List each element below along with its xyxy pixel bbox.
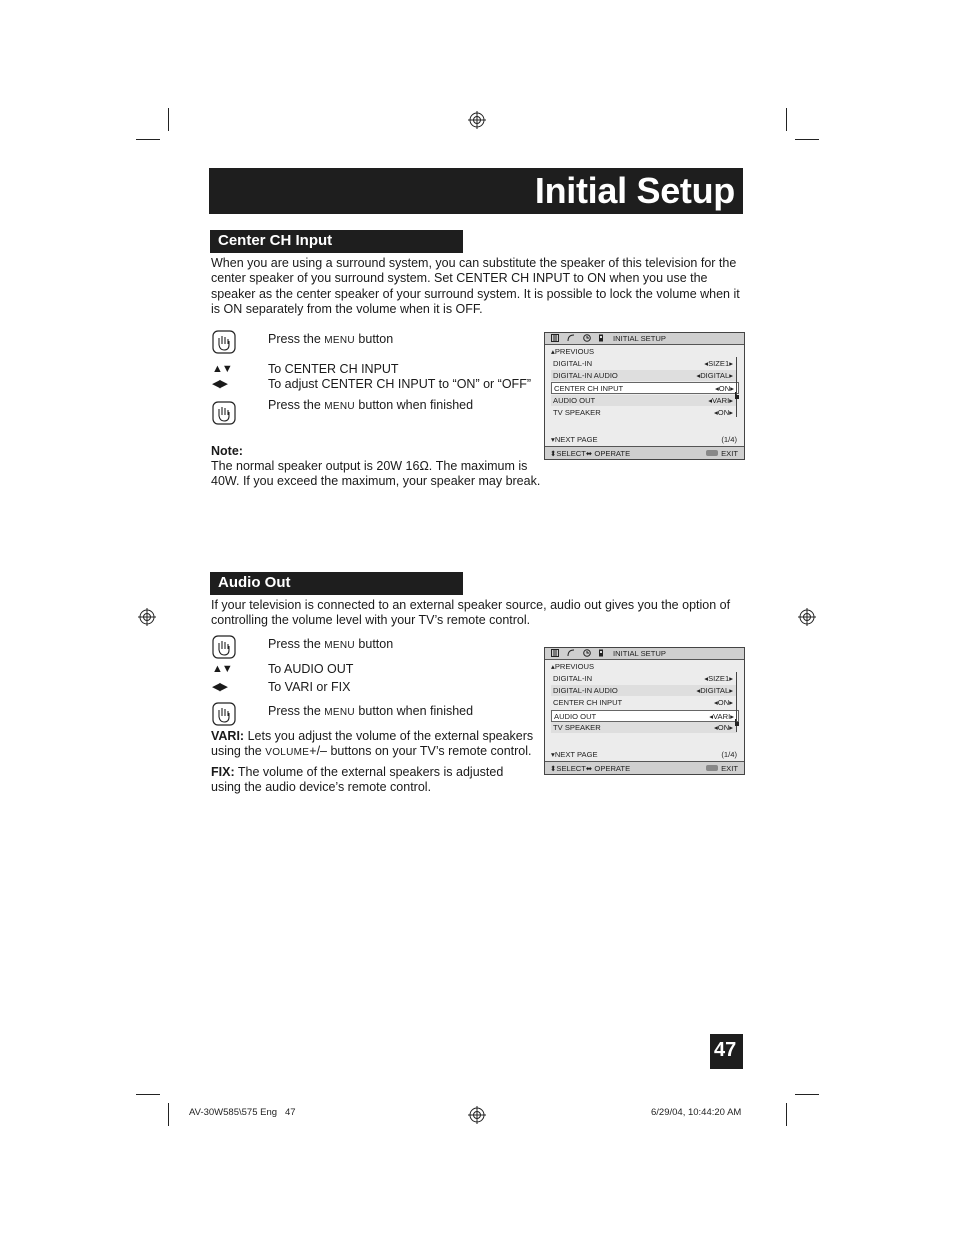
crop-mark [786,108,787,131]
cursor-hand-icon [734,719,740,726]
title-banner [209,168,743,214]
menu-row-label: TV SPEAKER [553,723,601,732]
step-text: Press the [268,398,325,412]
menu-row-label: TV SPEAKER [553,408,601,417]
crop-mark [795,1094,819,1095]
menu-next-page[interactable]: ▾NEXT PAGE [551,435,598,444]
section-heading-text: Audio Out [218,574,291,591]
menu-next-page[interactable]: ▾NEXT PAGE [551,750,598,759]
menu-row-digital-in[interactable] [551,358,737,369]
step-text: button when finished [354,704,474,718]
audio-out-step2: To AUDIO OUT [268,662,354,676]
menu-button-label: MENU [324,640,355,651]
menu-row-value: ◂DIGITAL▸ [696,371,733,380]
menu-row-audio-out[interactable] [551,395,737,406]
menu-row-label: AUDIO OUT [554,712,597,721]
up-down-arrow-icon: ▲▼ [212,363,232,375]
left-right-arrow-icon: ◀▶ [212,681,227,693]
crop-mark [168,1103,169,1126]
menu-exit-label: EXIT [721,449,738,458]
crop-mark [795,139,819,140]
center-ch-step4 [268,398,473,414]
page-number-box [710,1034,743,1069]
center-ch-step1 [268,332,393,348]
menu-row-audio-out[interactable] [551,710,739,722]
menu-previous-label: PREVIOUS [554,347,595,356]
menu-footer [545,761,744,774]
up-down-arrow-icon: ▲▼ [212,663,232,675]
menu-row-label: CENTER CH INPUT [554,384,624,393]
center-ch-intro: When you are using a surround system, you can substitute the speaker of this television for the center speaker of you surround system. Set CENTER CH INPUT to ON when you use the speaker as the center speaker of your surround system. It is possible to lock the volume when it is ON separately from the volume when it is OFF. [211,256,740,316]
menu-previous[interactable]: ▴PREVIOUS [551,662,595,671]
menu-row-value: ◂ON▸ [713,408,733,417]
clock-tab-icon [583,334,591,342]
hand-press-icon [212,330,236,354]
fix-description [211,765,543,796]
menu-exit-label: EXIT [721,764,738,773]
page-title: Initial Setup [534,170,735,211]
menu-row-label: DIGITAL-IN [553,359,593,368]
audio-out-step4 [268,704,473,720]
menu-row-center-ch-input[interactable] [551,697,737,708]
page-number: 47 [714,1039,737,1061]
picture-tab-icon [551,334,559,342]
menu-footer-hint: ⬍SELECT⬌ OPERATE [550,449,631,458]
menu-previous-label: PREVIOUS [554,662,595,671]
note-text: The normal speaker output is 20W 16Ω. The maximum is 40W. If you exceed the maximum, your speaker may break. [211,459,541,489]
menu-row-label: DIGITAL-IN [553,674,593,683]
registration-mark-icon [468,1106,486,1124]
osd-menu-center-ch [544,332,745,460]
fix-text: using the audio device’s remote control. [211,780,432,795]
section-heading-audio-out [210,572,463,595]
vari-text: +/– buttons on your TV’s remote control. [309,744,532,759]
step-text: Press the [268,704,325,718]
crop-mark [786,1103,787,1126]
menu-button-icon [706,765,718,771]
menu-row-value: ◂VARI▸ [708,396,733,405]
vari-label: VARI: [211,729,245,743]
menu-row-label: AUDIO OUT [553,396,596,405]
menu-row-tv-speaker[interactable] [551,407,737,418]
menu-row-value: ◂SIZE1▸ [704,674,733,683]
step-text: button when finished [354,398,474,412]
left-right-arrow-icon: ◀▶ [212,378,227,390]
menu-row-digital-in[interactable] [551,673,737,684]
volume-button-label: VOLUME [265,747,310,759]
footer-file-info: AV-30W585\575 Eng 47 [189,1107,296,1118]
menu-page-indicator: (1/4) [721,750,737,759]
picture-tab-icon [551,649,559,657]
menu-previous[interactable]: ▴PREVIOUS [551,347,595,356]
step-text: button [354,637,394,651]
menu-row-value: ◂SIZE1▸ [704,359,733,368]
fix-text: The volume of the external speakers is adjusted [234,765,504,779]
menu-next-label: NEXT PAGE [554,750,598,759]
menu-footer-hint: ⬍SELECT⬌ OPERATE [550,764,631,773]
section-heading-text: Center CH Input [218,232,333,249]
crop-mark [136,1094,160,1095]
step-text: button [354,332,394,346]
center-ch-step3: To adjust CENTER CH INPUT to “ON” or “OFF” [268,377,531,391]
menu-row-label: DIGITAL-IN AUDIO [553,371,618,380]
menu-row-center-ch-input[interactable] [551,382,739,394]
hand-press-icon [212,401,236,425]
registration-mark-icon [468,111,486,129]
center-ch-step2: To CENTER CH INPUT [268,362,399,376]
note-label: Note: [211,444,243,458]
audio-out-step1 [268,637,393,653]
audio-out-step3: To VARI or FIX [268,680,351,694]
cursor-hand-icon [734,392,740,399]
menu-header-bar [545,648,744,660]
menu-button-icon [706,450,718,456]
step-text: Press the [268,332,325,346]
registration-mark-icon [798,608,816,626]
vari-text: Lets you adjust the volume of the external speakers [244,729,534,743]
menu-next-label: NEXT PAGE [554,435,598,444]
menu-button-label: MENU [324,335,355,346]
menu-row-digital-in-audio[interactable] [551,685,737,696]
menu-row-tv-speaker[interactable] [551,722,737,733]
menu-row-value: ◂ON▸ [713,723,733,732]
sound-tab-icon [567,649,575,657]
menu-row-value: ◂DIGITAL▸ [696,686,733,695]
sound-tab-icon [567,334,575,342]
section-heading-center-ch [210,230,463,253]
menu-header-label: INITIAL SETUP [613,649,666,658]
menu-button-label: MENU [324,707,355,718]
osd-menu-audio-out [544,647,745,775]
crop-mark [168,108,169,131]
menu-row-value: ◂VARI▸ [709,712,734,721]
vari-text: using the [211,744,266,759]
menu-row-digital-in-audio[interactable] [551,370,737,381]
hand-press-icon [212,635,236,659]
menu-header-bar [545,333,744,345]
menu-page-indicator: (1/4) [721,435,737,444]
setup-tab-icon [597,334,605,342]
menu-header-label: INITIAL SETUP [613,334,666,343]
setup-tab-icon [597,649,605,657]
menu-row-label: CENTER CH INPUT [553,698,623,707]
menu-button-label: MENU [324,401,355,412]
menu-scrollbar [736,357,737,417]
menu-footer [545,446,744,459]
hand-press-icon [212,702,236,726]
menu-row-value: ◂ON▸ [714,384,734,393]
footer-timestamp: 6/29/04, 10:44:20 AM [651,1107,742,1118]
audio-out-intro: If your television is connected to an external speaker source, audio out gives you the option of controlling the volume level with your TV’s remote control. [211,598,731,628]
crop-mark [136,139,160,140]
registration-mark-icon [138,608,156,626]
menu-row-label: DIGITAL-IN AUDIO [553,686,618,695]
vari-description [211,729,543,761]
menu-row-value: ◂ON▸ [713,698,733,707]
fix-label: FIX: [211,765,235,779]
clock-tab-icon [583,649,591,657]
step-text: Press the [268,637,325,651]
